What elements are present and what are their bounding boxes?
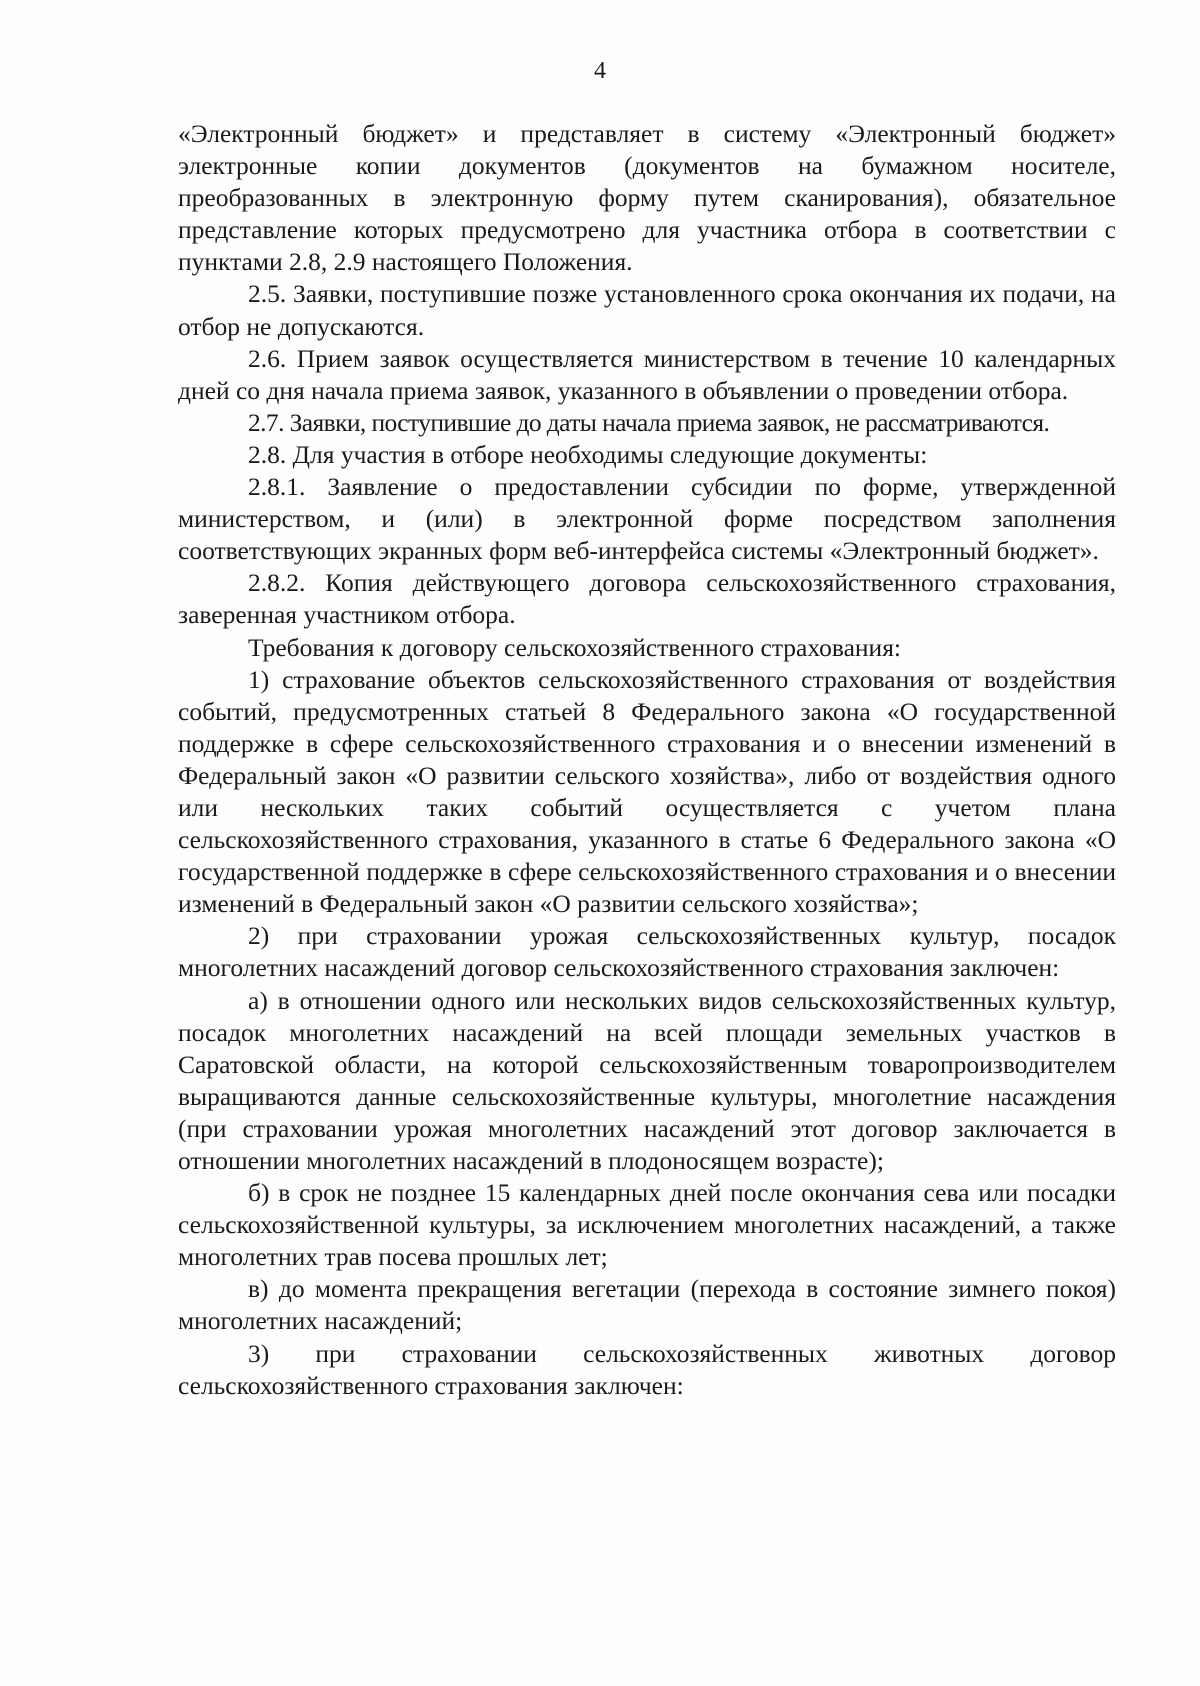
paragraph-2-7: 2.7. Заявки, поступившие до даты начала приема заявок, не рассматриваются. bbox=[248, 407, 1050, 437]
paragraph-continuation: «Электронный бюджет» и представляет в систему «Электронный бюджет» электронные копии документов (документов на бумажном носителе, преобразованных в электронную форму путем сканирования), обязательное представление которых предусмотрено для участника отбора в соответствии с пунктами 2.8, 2.9 настоящего Положения. bbox=[178, 119, 1116, 277]
paragraph-2-6: 2.6. Прием заявок осуществляется министерством в течение 10 календарных дней со дня начала приема заявок, указанного в объявлении о проведении отбора. bbox=[178, 343, 1116, 405]
paragraph-requirements-heading: Требования к договору сельскохозяйственного страхования: bbox=[248, 632, 902, 662]
page-number: 4 bbox=[594, 58, 606, 84]
paragraph-2-8: 2.8. Для участия в отборе необходимы следующие документы: bbox=[248, 439, 928, 469]
list-item-1: 1) страхование объектов сельскохозяйственного страхования от воздействия событий, предусмотренных статьей 8 Федерального закона «О государственной поддержке в сфере сельскохозяйственного страхования и о внесении изменений в Федеральный закон «О развитии сельского хозяйства», либо от воздействия одного или нескольких таких событий осуществляется с учетом плана сельскохозяйственного страхования, указанного в статье 6 Федерального закона «О государственной поддержке в сфере сельскохозяйственного страхования и о внесении изменений в Федеральный закон «О развитии сельского хозяйства»; bbox=[178, 664, 1116, 919]
paragraph-2-5: 2.5. Заявки, поступившие позже установленного срока окончания их подачи, на отбор не допускаются. bbox=[178, 279, 1116, 341]
list-item-2-b: б) в срок не позднее 15 календарных дней после окончания сева или посадки сельскохозяйственной культуры, за исключением многолетних насаждений, а также многолетних трав посева прошлых лет; bbox=[178, 1178, 1116, 1272]
list-item-2: 2) при страховании урожая сельскохозяйственных культур, посадок многолетних насаждений договор сельскохозяйственного страхования заключен: bbox=[178, 921, 1116, 983]
list-item-3: 3) при страховании сельскохозяйственных животных договор сельскохозяйственного страхования заключен: bbox=[178, 1338, 1116, 1400]
paragraph-2-8-2: 2.8.2. Копия действующего договора сельскохозяйственного страхования, заверенная участником отбора. bbox=[178, 568, 1116, 630]
document-body bbox=[178, 118, 1116, 1402]
paragraph-2-8-1: 2.8.1. Заявление о предоставлении субсидии по форме, утвержденной министерством, и (или) в электронной форме посредством заполнения соответствующих экранных форм веб-интерфейса системы «Электронный бюджет». bbox=[178, 472, 1116, 566]
list-item-2-c: в) до момента прекращения вегетации (перехода в состояние зимнего покоя) многолетних насаждений; bbox=[178, 1274, 1116, 1336]
list-item-2-a: а) в отношении одного или нескольких видов сельскохозяйственных культур, посадок многолетних насаждений на всей площади земельных участков в Саратовской области, на которой сельскохозяйственным товаропроизводителем выращиваются данные сельскохозяйственные культуры, многолетние насаждения (при страховании урожая многолетних насаждений этот договор заключается в отношении многолетних насаждений в плодоносящем возрасте); bbox=[178, 985, 1116, 1175]
